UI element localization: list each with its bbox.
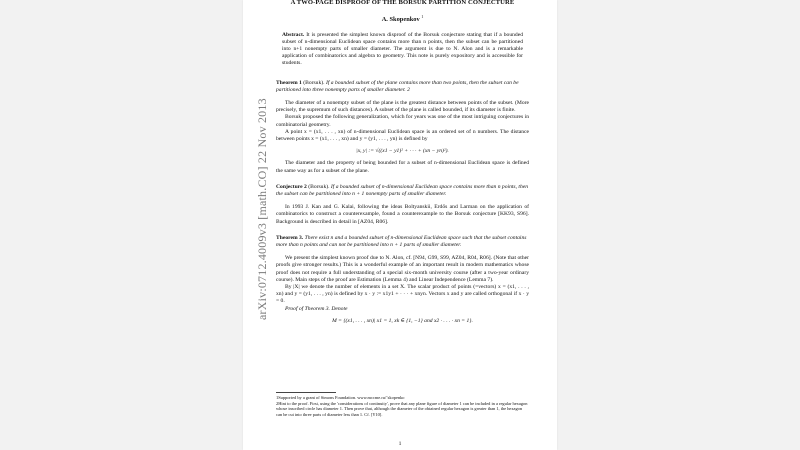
footnotes — [276, 392, 529, 417]
proof-text: Proof of Theorem 3. Denote — [285, 305, 348, 312]
paragraph-borsuk: Borsuk proposed the following generalization, which for years was one of the most intriguing conjectures in combinatorial geometry. — [276, 114, 529, 128]
arxiv-identifier: arXiv:0712.4009v3 [math.CO] 22 Nov 2013 — [255, 98, 269, 320]
author-name: A. Skopenkov — [381, 16, 420, 24]
theorem-1 — [276, 80, 529, 94]
theorem-3-label: Theorem 3. — [276, 234, 304, 241]
paragraph-property: The diameter and the property of being bounded for a subset of n-dimensional Euclidean space is defined the same way as for a subset of the plane. — [276, 160, 529, 174]
abstract-label: Abstract. — [282, 31, 305, 38]
right-background — [557, 0, 800, 450]
formula-set-M: M = {(x1, . . . , xn)| x1 = 1, xk ∈ {1, −1} and x2 · . . . · xn = 1}. — [332, 317, 473, 324]
footnote-2: 2Hint to the proof. First, using the 'considerations of continuity', prove that any plane figure of diameter 1 can be included in a regular hexagon whose inscribed circle has diameter 1. Then prove that, although the diameter of the obtained regular hexagon is greater than 1, the hexagon can be cut into three parts of diameter less than 1. Cf. [Y10]. — [276, 400, 528, 417]
theorem-3 — [276, 235, 529, 249]
paragraph-diameter: The diameter of a nonempty subset of the plane is the greatest distance between points of the subset. (More precisely, the supremum of such distances). A subset of the plane is called bounded, if its diameter is finite. — [276, 99, 529, 114]
arxiv-stamp — [243, 90, 269, 320]
footnote-1: 1Supported by a grant of Simons Foundation. www.mccme.ru/˜skopenko — [276, 395, 405, 400]
paper-page — [243, 0, 557, 450]
theorem-1-text: If a bounded subset of the plane contains more than two points, then the subset can be partitioned into three nonempty parts of smaller diameter. 2 — [276, 79, 519, 93]
left-background — [0, 0, 243, 450]
author-footnote-mark: 1 — [421, 14, 424, 20]
conjecture-2-text: If a bounded subset of n-dimensional Euclidean space contains more than n points, then the subset can be partitioned into n + 1 nonempty parts of smaller diameter. — [276, 183, 529, 197]
paper-title: A TWO-PAGE DISPROOF OF THE BORSUK PARTITION CONJECTURE — [290, 0, 515, 6]
theorem-3-text: There exist n and a bounded subset of n-dimensional Euclidean space such that the subset contains more than n points and can not be partitioned into n + 1 parts of smaller diameter. — [276, 234, 527, 248]
paragraph-1993: In 1993 J. Kan and G. Kalai, following the ideas Boltyanskii, Erdős and Larman on the application of combinatorics to construct a counterexample, found a counterexample to the Borsuk conjecture [KK93, S96]. Background is described in detail in [AZ04, R06]. — [276, 204, 529, 225]
paragraph-denote: By |X| we denote the number of elements in a set X. The scalar product of points (=vectors) x = (x1, . . . , xn) and y = (y1, . . . , yn) is defined by x · y := x1y1 + · · · + xnyn. Vectors x and y are called orthogonal if x · y = 0. — [276, 284, 529, 305]
page-content — [276, 0, 529, 330]
abstract — [282, 32, 523, 68]
proof-line — [276, 306, 529, 313]
abstract-text: It is presented the simplest known disproof of the Borsuk conjecture stating that if a bounded subset of n-dimensional Euclidean space contains more than n points, then the subset can be partitioned into n+1 nonempty parts of smaller diameter. The argument is due to N. Alon and is a remarkable application of combinatorics and algebra to geometry. This note is purely expository and is accessible for students. — [282, 31, 523, 67]
page-number: 1 — [398, 441, 402, 447]
footnote-rule — [276, 392, 336, 393]
conjecture-2-attribution: (Borsuk). — [308, 183, 330, 190]
formula-distance: |x, y| := √((x1 − y1)² + · · · + (xn − yn)²). — [356, 148, 449, 155]
paragraph-present: We present the simplest known proof due to N. Alon, cf. [N94, G99, S99, AZ04, R04, R06]. (Note that other proofs give stronger results.) This is a wonderful example of an important result in modern mathematics whose proof does not require a full understanding of a special six-month university course (after a two-year ordinary course). Main steps of the proof are Estimation (Lemma 4) and Linear Independence (Lemma 7). — [276, 255, 529, 283]
conjecture-2-label: Conjecture 2 — [276, 183, 307, 190]
theorem-1-attribution: (Borsuk). — [303, 79, 325, 86]
conjecture-2 — [276, 184, 529, 198]
theorem-1-label: Theorem 1 — [276, 79, 302, 86]
paragraph-point: A point x = (x1, . . . , xn) of n-dimensional Euclidean space is an ordered set of n numbers. The distance between points x = (x1, . . . , xn) and y = (y1, . . . , yn) is defined by — [276, 128, 529, 142]
author-line — [276, 13, 529, 23]
